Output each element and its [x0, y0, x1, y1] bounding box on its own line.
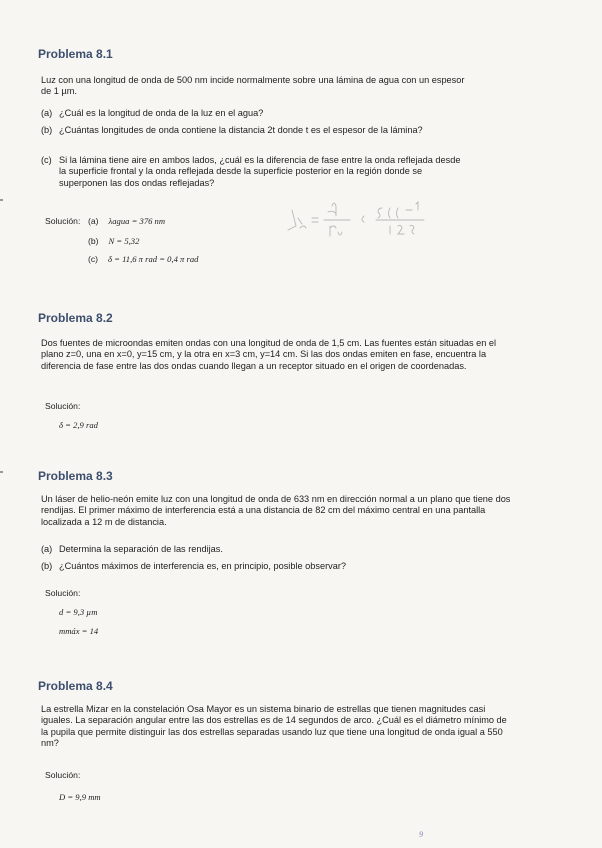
item-label: (b) [41, 561, 53, 571]
solution-value: δ = 11,6 π rad = 0,4 π rad [108, 254, 199, 264]
punch-hole-mark [0, 471, 3, 473]
solution-line [59, 607, 97, 617]
problem-title: Problema 8.4 [38, 679, 113, 693]
solution-value: λagua = 376 nm [108, 216, 166, 226]
item-text: ¿Cuántos máximos de interferencia es, en principio, posible observar? [59, 561, 346, 571]
problem-statement: Un láser de helio-neón emite luz con una longitud de onda de 633 nm en dirección normal a un plano que tiene dos rendijas. El primer máximo de interferencia está a una distancia de 82 cm del máximo central en una pantalla localizada a 12 m de distancia. [41, 494, 511, 527]
problem-item [41, 561, 466, 572]
solution-label: Solución: [45, 588, 81, 598]
problem-statement: Dos fuentes de microondas emiten ondas con una longitud de onda de 1,5 cm. Las fuentes están situadas en el plano z=0, una en x=0, y=15 cm, y la otra en x=3 cm, y=14 cm. Si las dos ondas emiten en fase, encuentra la diferencia de fase entre las dos ondas cuando llegan a un receptor situado en el origen de coordenadas. [41, 338, 497, 371]
handwritten-note-image [282, 196, 482, 246]
item-text: ¿Cuál es la longitud de onda de la luz en el agua? [59, 108, 264, 118]
punch-hole-mark [0, 199, 3, 201]
item-text: Determina la separación de las rendijas. [59, 544, 223, 554]
page-number: 9 [419, 830, 423, 839]
problem-title: Problema 8.1 [38, 47, 113, 61]
solution-line [59, 792, 101, 802]
problem-title: Problema 8.2 [38, 311, 113, 325]
solution-key: (a) [88, 216, 99, 226]
solution-key: (c) [88, 254, 99, 264]
solution-value: mmáx = 14 [59, 626, 99, 636]
solution-label: Solución: [45, 770, 81, 780]
problem-item [41, 108, 466, 119]
problem-item [41, 155, 466, 189]
item-label: (b) [41, 125, 53, 135]
item-text: ¿Cuántas longitudes de onda contiene la distancia 2t donde t es el espesor de la lámina? [59, 125, 423, 135]
solution-value: d = 9,3 µm [59, 607, 98, 617]
problem-statement: Luz con una longitud de onda de 500 nm incide normalmente sobre una lámina de agua con un espesor de 1 µm. [41, 75, 465, 97]
problem-statement: La estrella Mizar en la constelación Osa Mayor es un sistema binario de estrellas que tienen magnitudes casi iguales. La separación angular entre las dos estrellas es de 14 segundos de arco. ¿Cuál es el diámetro mínimo de la pupila que permite distinguir las dos estrellas separadas usando luz que tiene una longitud de onda igual a 550 nm? [41, 704, 507, 749]
item-label: (a) [41, 544, 53, 554]
solution-line [88, 216, 165, 226]
problem-item [41, 125, 466, 136]
solution-value: D = 9,9 mm [59, 792, 101, 802]
solution-value: δ = 2,9 rad [59, 420, 98, 430]
item-label: (c) [41, 155, 52, 165]
solution-line [88, 236, 139, 246]
solution-line [59, 626, 98, 636]
solution-label: Solución: [45, 216, 81, 226]
item-label: (a) [41, 108, 53, 118]
solution-line [59, 420, 98, 430]
item-text: Si la lámina tiene aire en ambos lados, ¿cuál es la diferencia de fase entre la onda reflejada desde la superficie frontal y la onda reflejada desde la superficie posterior en la región donde se superponen las dos ondas reflejadas? [59, 155, 461, 188]
problem-title: Problema 8.3 [38, 469, 113, 483]
solution-label: Solución: [45, 401, 81, 411]
solution-value: N = 5,32 [108, 236, 140, 246]
solution-line [88, 254, 198, 264]
solution-key: (b) [88, 236, 99, 246]
problem-item [41, 544, 466, 555]
